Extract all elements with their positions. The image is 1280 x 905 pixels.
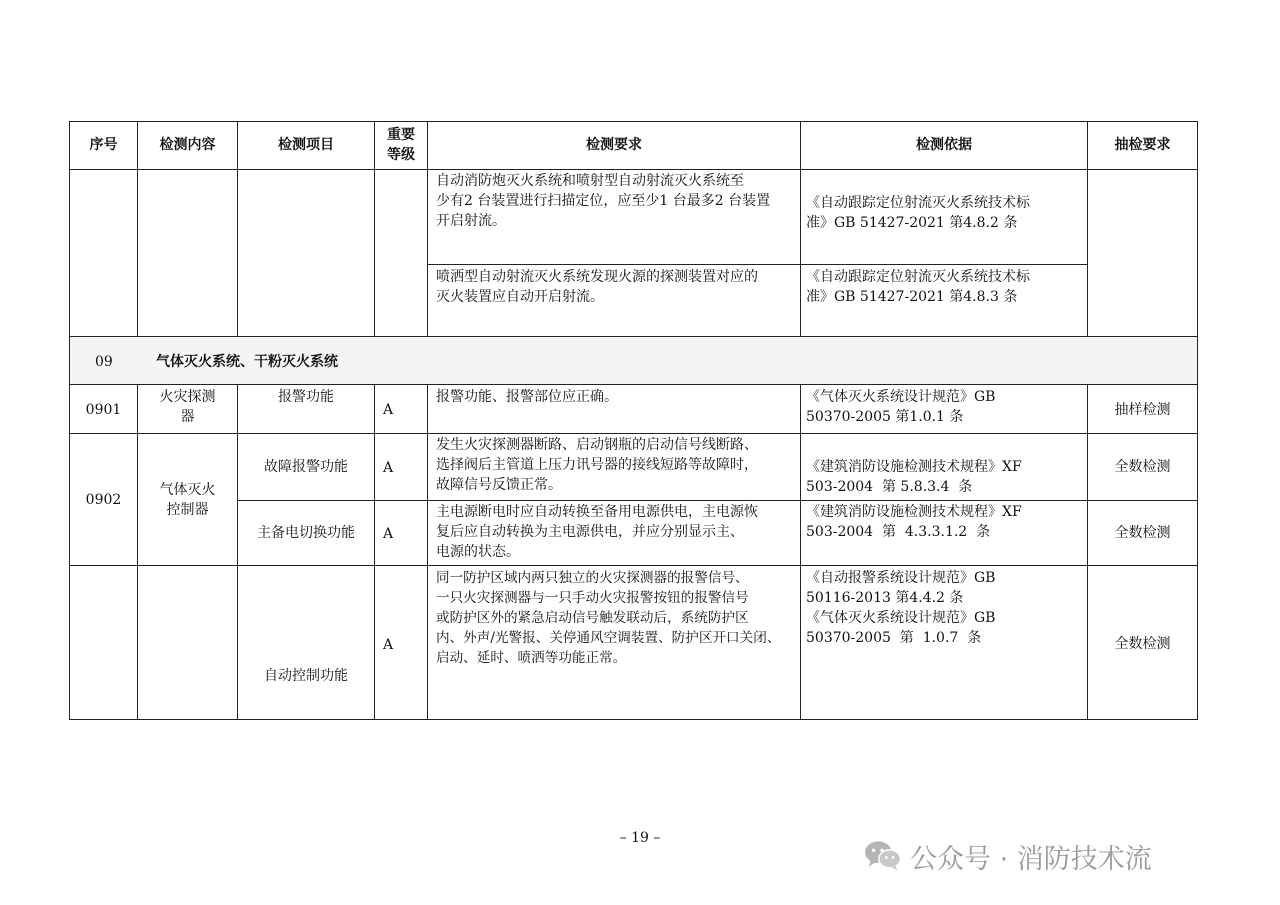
r0901-bottom-border — [69, 433, 1198, 434]
r0902-level-2: A — [383, 526, 394, 542]
r0901-seq: 0901 — [85, 402, 122, 418]
r0902-requirement-2: 主电源断电时应自动转换至备用电源供电，主电源恢 复后应自动转换为主电源供电，并应分别显示主、 电源的状态。 — [436, 504, 758, 560]
rlast-basis: 《自动报警系统设计规范》GB 50116-2013 第4.4.2 条 《气体灭火系统设计规范》GB 50370-2005 第 1.0.7 条 — [806, 570, 996, 646]
header-item: 检测项目 — [278, 137, 334, 153]
rlast-level: A — [383, 637, 394, 653]
header-content: 检测内容 — [159, 137, 216, 153]
header-sampling: 抽检要求 — [1114, 137, 1171, 153]
header-level: 重要 等级 — [387, 127, 415, 163]
header-requirement: 检测要求 — [586, 137, 642, 153]
rlast-requirement: 同一防护区域内两只独立的火灾探测器的报警信号、 一只火灾探测器与一只手动火灾报警按钮的报警信号 或防护区外的紧急启动信号触发联动后，系统防护区 内、外声/光警报、关停通风空调装置、防护区开口关闭、 启动、延时、喷洒等功能正常。 — [436, 570, 781, 666]
col-divider-5 — [800, 384, 801, 720]
cont-basis-1: 《自动跟踪定位射流灭火系统技术标 准》GB 51427-2021 第4.8.2 条 — [806, 195, 1030, 231]
r0901-content: 火灾探测 器 — [159, 389, 216, 425]
r0901-level: A — [383, 402, 394, 418]
r0902-sampling-1: 全数检测 — [1114, 459, 1171, 475]
r0901-requirement: 报警功能、报警部位应正确。 — [436, 389, 618, 405]
r0902-bottom-border — [69, 565, 1198, 566]
header-bottom-border — [69, 169, 1198, 170]
r0902-item-2: 主备电切换功能 — [257, 525, 355, 541]
r0902-seq: 0902 — [85, 492, 122, 508]
r0901-sampling: 抽样检测 — [1114, 402, 1171, 418]
cont-requirement-1: 自动消防炮灭火系统和喷射型自动射流灭火系统至 少有2 台装置进行扫描定位，应至少1 台最多2 台装置 开启射流。 — [436, 173, 771, 229]
section-number: 09 — [95, 354, 113, 370]
r0902-level-1: A — [383, 460, 394, 476]
table-bottom-border — [69, 719, 1198, 720]
watermark — [864, 836, 1152, 876]
col-divider-6 — [1087, 384, 1088, 720]
header-basis: 检测依据 — [916, 137, 972, 153]
section-bottom-border — [69, 384, 1198, 385]
section-title: 气体灭火系统、干粉灭火系统 — [156, 354, 338, 370]
watermark-text: 公众号 · 消防技术流 — [910, 843, 1152, 875]
col-divider-1 — [137, 384, 138, 720]
wechat-icon — [864, 839, 902, 873]
r0902-inner-divider — [237, 500, 1198, 501]
r0901-basis: 《气体灭火系统设计规范》GB 50370-2005 第1.0.1 条 — [806, 389, 996, 425]
cont-inner-divider — [427, 264, 1088, 265]
table-right-border — [1197, 121, 1198, 720]
col-divider-3 — [374, 384, 375, 720]
rlast-item: 自动控制功能 — [264, 668, 348, 684]
cont-requirement-2: 喷洒型自动射流灭火系统发现火源的探测装置对应的 灭火装置应自动开启射流。 — [436, 269, 758, 305]
r0902-requirement-1: 发生火灾探测器断路、启动钢瓶的启动信号线断路、 选择阀后主管道上压力讯号器的接线短路等故障时， 故障信号反馈正常。 — [436, 437, 758, 493]
r0902-basis-1: 《建筑消防设施检测技术规程》XF 503-2004 第 5.8.3.4 条 — [806, 459, 1022, 495]
r0902-sampling-2: 全数检测 — [1114, 525, 1171, 541]
r0902-item-1: 故障报警功能 — [264, 459, 348, 475]
r0902-content: 气体灭火 控制器 — [159, 482, 216, 518]
page-number: – 19 – — [619, 830, 661, 846]
col-divider-4 — [427, 384, 428, 720]
header-seq: 序号 — [89, 137, 118, 153]
table-left-border — [69, 121, 70, 720]
cont-basis-2: 《自动跟踪定位射流灭火系统技术标 准》GB 51427-2021 第4.8.3 条 — [806, 269, 1030, 305]
r0901-item: 报警功能 — [278, 389, 334, 405]
rlast-sampling: 全数检测 — [1114, 636, 1171, 652]
r0902-basis-2: 《建筑消防设施检测技术规程》XF 503-2004 第 4.3.3.1.2 条 — [806, 504, 1022, 540]
table-top-border — [69, 121, 1198, 122]
cont-bottom-border — [69, 336, 1198, 337]
